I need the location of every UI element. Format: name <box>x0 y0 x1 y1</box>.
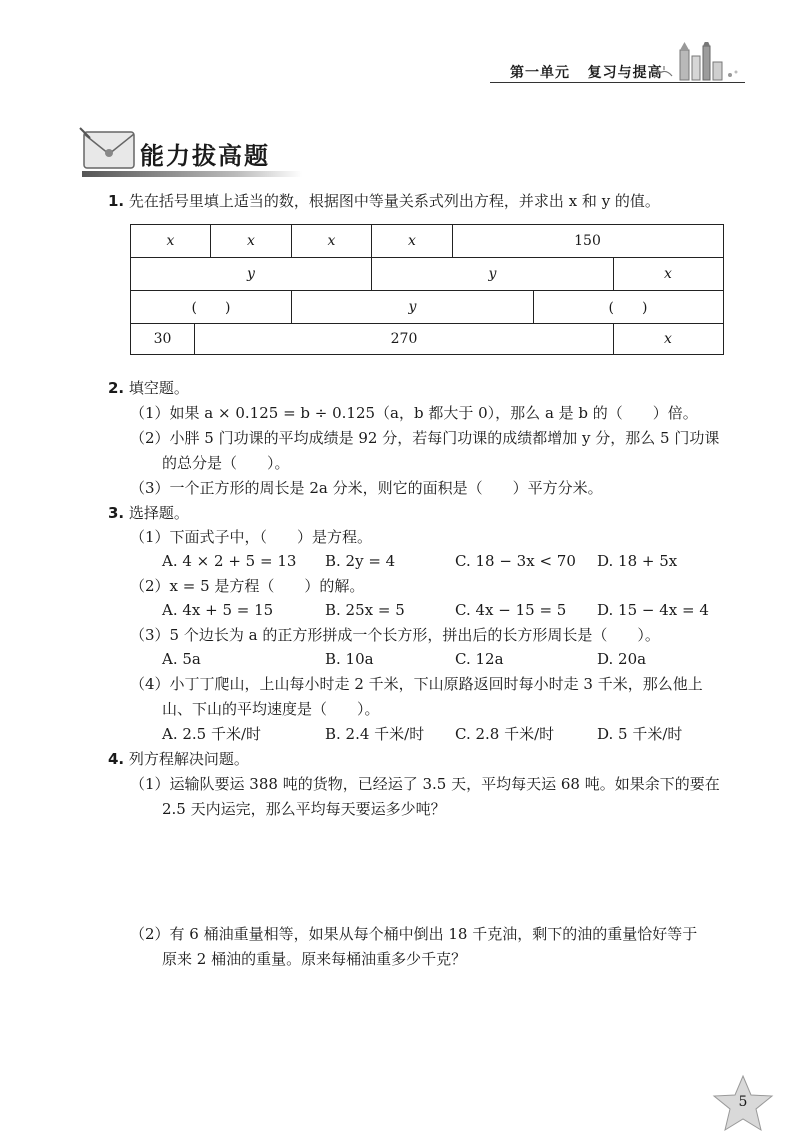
option-a[interactable]: A. 4 × 2 + 5 = 13 <box>162 552 297 570</box>
question-2 <box>108 378 189 398</box>
option-d[interactable]: D. 20a <box>597 650 647 668</box>
section-title: 能力拔高题 <box>140 142 270 170</box>
q3-item-3-stem: （3）5 个边长为 a 的正方形拼成一个长方形，拼出后的长方形周长是（ ）。 <box>130 626 660 644</box>
diagram-cell: x <box>664 266 672 282</box>
diagram-cell: y <box>372 258 614 290</box>
q2-item-2: （2）小胖 5 门功课的平均成绩是 92 分，若每门功课的成绩都增加 y 分，那么 5 门功课 <box>130 429 720 447</box>
diagram-cell: 30 <box>131 324 195 354</box>
q2-item-3: （3）一个正方形的周长是 2a 分米，则它的面积是（ ）平方分米。 <box>130 479 603 497</box>
section-underline <box>82 171 302 177</box>
option-c[interactable]: C. 4x − 15 = 5 <box>455 601 567 619</box>
diagram-row-2 <box>131 258 723 291</box>
option-c[interactable]: C. 12a <box>455 650 504 668</box>
option-b[interactable]: B. 25x = 5 <box>325 601 405 619</box>
q3-item-2-stem: （2）x = 5 是方程（ ）的解。 <box>130 577 365 595</box>
diagram-cell: 150 <box>574 233 601 249</box>
question-number: 3. <box>108 504 125 522</box>
answer-space-1[interactable] <box>162 825 722 915</box>
question-number: 4. <box>108 750 125 768</box>
diagram-cell: x <box>211 225 292 257</box>
equation-diagram <box>130 224 724 355</box>
diagram-cell: 270 <box>195 324 614 354</box>
question-1 <box>108 191 660 211</box>
option-b[interactable]: B. 2y = 4 <box>325 552 396 570</box>
question-2-title: 填空题。 <box>128 379 189 397</box>
diagram-cell: y <box>131 258 372 290</box>
header-unit: 第一单元 <box>510 65 570 81</box>
header-decoration-icon <box>650 42 742 84</box>
q4-problem-1-line-1: （1）运输队要运 388 吨的货物，已经运了 3.5 天，平均每天运 68 吨。如果余下的要在 <box>130 775 720 793</box>
q4-problem-2-line-2: 原来 2 桶油的重量。原来每桶油重多少千克？ <box>162 950 467 968</box>
page-number: 5 <box>738 1094 748 1110</box>
question-4-title: 列方程解决问题。 <box>128 750 249 768</box>
q4-problem-2-line-1: （2）有 6 桶油重量相等，如果从每个桶中倒出 18 千克油，剩下的油的重量恰好等于 <box>130 925 698 943</box>
diagram-cell: x <box>292 225 372 257</box>
envelope-icon <box>78 126 140 176</box>
question-3 <box>108 503 189 523</box>
diagram-row-4 <box>131 324 723 354</box>
q2-item-1: （1）如果 a × 0.125 = b ÷ 0.125（a，b 都大于 0），那么 a 是 b 的（ ）倍。 <box>130 404 698 422</box>
q3-item-1-stem: （1）下面式子中，（ ）是方程。 <box>130 528 373 546</box>
diagram-blank-cell[interactable]: ( ) <box>131 291 292 323</box>
question-number: 1. <box>108 192 125 210</box>
option-c[interactable]: C. 2.8 千米/时 <box>455 725 555 743</box>
option-d[interactable]: D. 5 千米/时 <box>597 725 683 743</box>
q3-item-4-stem: （4）小丁丁爬山，上山每小时走 2 千米，下山原路返回时每小时走 3 千米，那么他上 <box>130 675 703 693</box>
diagram-cell: x <box>664 331 672 347</box>
q2-item-2-cont: 的总分是（ ）。 <box>162 454 290 472</box>
question-3-title: 选择题。 <box>128 504 189 522</box>
header-topic: 复习与提高 <box>587 65 663 81</box>
option-a[interactable]: A. 5a <box>162 650 201 668</box>
diagram-cell: x <box>131 225 211 257</box>
option-d[interactable]: D. 15 − 4x = 4 <box>597 601 709 619</box>
option-d[interactable]: D. 18 + 5x <box>597 552 678 570</box>
option-a[interactable]: A. 4x + 5 = 15 <box>162 601 274 619</box>
diagram-cell: x <box>372 225 453 257</box>
diagram-row-1 <box>131 225 723 258</box>
diagram-blank-cell[interactable]: ( ) <box>608 300 648 316</box>
header-title <box>510 62 663 82</box>
option-c[interactable]: C. 18 − 3x < 70 <box>455 552 576 570</box>
option-b[interactable]: B. 2.4 千米/时 <box>325 725 425 743</box>
option-a[interactable]: A. 2.5 千米/时 <box>162 725 262 743</box>
question-number: 2. <box>108 379 125 397</box>
answer-space-2[interactable] <box>162 975 722 1065</box>
q4-problem-1-line-2: 2.5 天内运完，那么平均每天要运多少吨？ <box>162 800 446 818</box>
q3-item-4-stem-cont: 山、下山的平均速度是（ ）。 <box>162 700 380 718</box>
question-1-text: 先在括号里填上适当的数，根据图中等量关系式列出方程，并求出 x 和 y 的值。 <box>128 192 660 210</box>
option-b[interactable]: B. 10a <box>325 650 374 668</box>
diagram-cell: y <box>292 291 534 323</box>
diagram-row-3 <box>131 291 723 324</box>
question-4 <box>108 749 249 769</box>
